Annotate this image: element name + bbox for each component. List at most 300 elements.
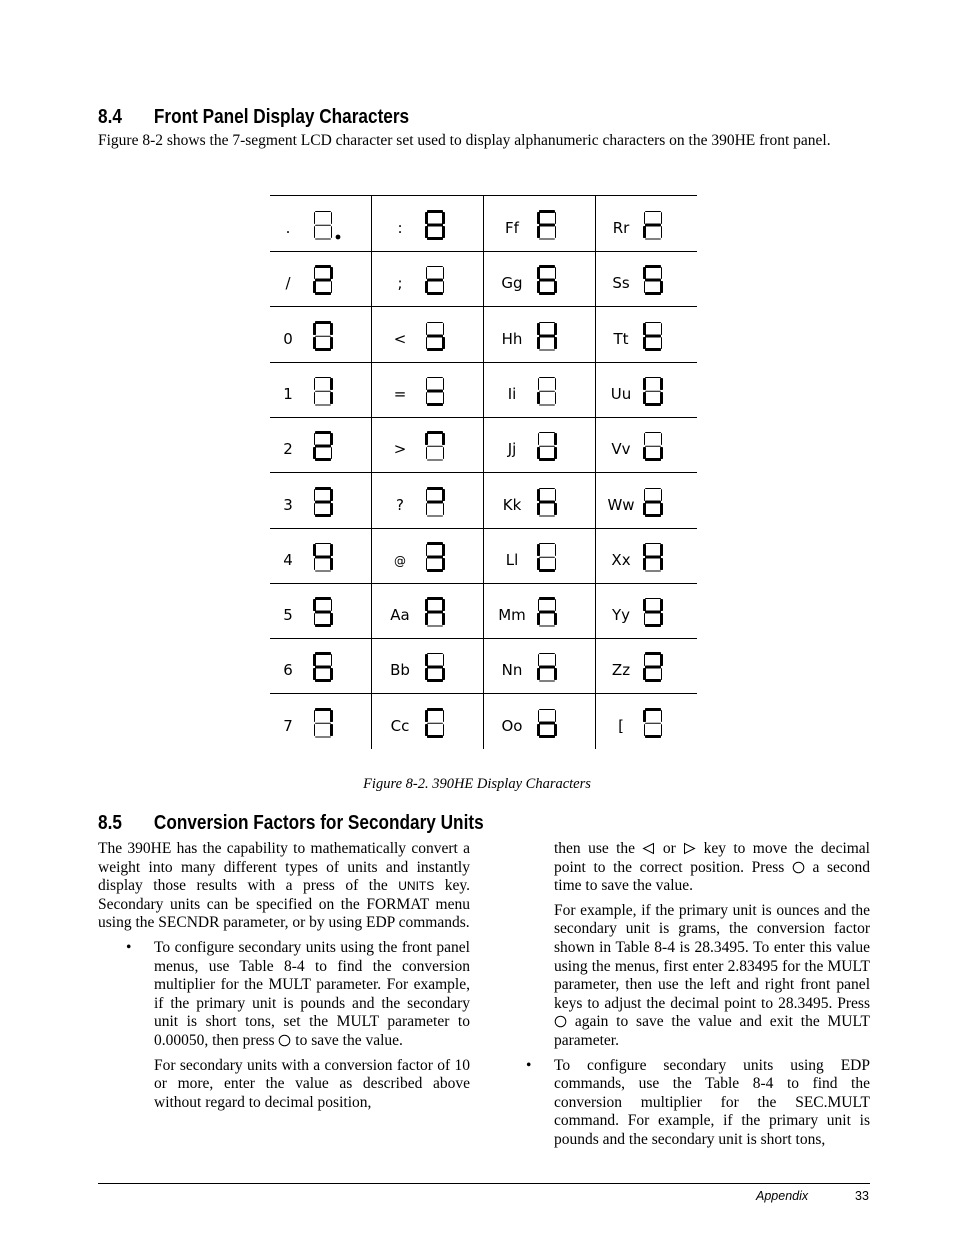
segment-f bbox=[313, 544, 316, 556]
seven-segment-glyph bbox=[536, 596, 566, 628]
character-label: Ww bbox=[607, 495, 635, 514]
seven-segment-glyph bbox=[424, 375, 454, 407]
segment-g bbox=[427, 279, 443, 282]
segment-e bbox=[426, 337, 427, 349]
character-label: Aa bbox=[390, 606, 410, 625]
segment-a bbox=[539, 432, 555, 433]
segment-b bbox=[660, 654, 663, 666]
segment-e bbox=[537, 558, 540, 570]
segment-b bbox=[330, 710, 333, 722]
table-cell bbox=[371, 251, 484, 306]
character-label: Xx bbox=[611, 550, 631, 569]
table-cell bbox=[595, 638, 698, 693]
segment-b bbox=[660, 599, 663, 611]
segment-f bbox=[426, 378, 427, 390]
table-cell bbox=[483, 251, 596, 306]
character-label: Tt bbox=[613, 329, 629, 348]
table-cell bbox=[270, 251, 371, 306]
segment-a bbox=[427, 487, 443, 490]
segment-c bbox=[442, 613, 445, 625]
table-cell bbox=[595, 251, 698, 306]
table-cell bbox=[371, 307, 484, 362]
segment-e bbox=[314, 503, 315, 515]
segment-b bbox=[660, 544, 663, 556]
segment-d bbox=[645, 348, 661, 351]
segment-f bbox=[314, 433, 315, 445]
segment-a bbox=[539, 488, 555, 489]
segment-d bbox=[539, 569, 555, 572]
segment-b bbox=[330, 323, 333, 335]
decimal-point-segment bbox=[336, 235, 341, 240]
segment-e bbox=[537, 613, 540, 625]
left-column bbox=[98, 840, 470, 1118]
segment-a bbox=[645, 598, 661, 599]
segment-g bbox=[645, 611, 661, 614]
segment-f bbox=[425, 212, 428, 224]
segment-a bbox=[427, 322, 443, 323]
segment-f bbox=[643, 544, 646, 556]
segment-g bbox=[315, 611, 331, 614]
segment-e bbox=[643, 392, 646, 404]
segment-b bbox=[442, 212, 445, 224]
segment-a bbox=[315, 652, 331, 655]
segment-a bbox=[539, 322, 555, 323]
table-cell bbox=[483, 307, 596, 362]
segment-c bbox=[443, 392, 444, 404]
character-label: 7 bbox=[283, 716, 293, 735]
segment-a bbox=[315, 708, 331, 711]
segment-b bbox=[330, 433, 333, 445]
segment-g bbox=[315, 225, 331, 226]
seven-segment-glyph bbox=[312, 264, 342, 296]
table-cell bbox=[483, 473, 596, 528]
bullet: • bbox=[526, 1056, 532, 1074]
segment-a bbox=[645, 377, 661, 378]
segment-c bbox=[661, 668, 662, 680]
list-item bbox=[526, 1056, 870, 1150]
segment-e bbox=[643, 668, 646, 680]
segment-e bbox=[643, 558, 646, 570]
segment-c bbox=[442, 668, 445, 680]
text: to save the value. bbox=[295, 1031, 403, 1049]
table-row bbox=[270, 307, 697, 363]
segment-f bbox=[538, 599, 539, 611]
seven-segment-glyph bbox=[642, 320, 672, 352]
table-cell bbox=[483, 583, 596, 638]
seven-segment-glyph bbox=[642, 541, 672, 573]
segment-d bbox=[427, 403, 443, 406]
segment-c bbox=[554, 503, 557, 515]
segment-d bbox=[315, 348, 331, 351]
segment-b bbox=[661, 433, 662, 445]
segment-b bbox=[443, 323, 444, 335]
segment-d bbox=[645, 403, 661, 406]
character-label: 5 bbox=[283, 606, 293, 625]
segment-b bbox=[555, 544, 556, 556]
segment-b bbox=[661, 267, 662, 279]
segment-b bbox=[442, 544, 445, 556]
units-key-label: UNITS bbox=[398, 879, 435, 894]
segment-a bbox=[645, 211, 661, 212]
seven-segment-glyph bbox=[642, 596, 672, 628]
table-row bbox=[270, 362, 697, 418]
character-label: ? bbox=[396, 495, 404, 514]
segment-a bbox=[539, 543, 555, 544]
segment-a bbox=[427, 653, 443, 654]
segment-g bbox=[427, 389, 443, 392]
table-row bbox=[270, 528, 697, 584]
text: To configure secondary units using EDP commands, use the Table 8-4 to find the conversion multiplier for the SEC.MULT command. For example, if the primary unit is pounds and the secondary unit is short tons, bbox=[554, 1056, 870, 1148]
segment-c bbox=[660, 392, 663, 404]
segment-e bbox=[425, 724, 428, 736]
character-label: 1 bbox=[283, 384, 293, 403]
segment-b bbox=[443, 267, 444, 279]
table-cell bbox=[483, 196, 596, 251]
segment-c bbox=[554, 613, 557, 625]
seven-segment-glyph bbox=[536, 707, 566, 739]
segment-e bbox=[425, 281, 428, 293]
segment-c bbox=[331, 226, 332, 238]
segment-c bbox=[661, 337, 662, 349]
segment-c bbox=[330, 668, 333, 680]
table-cell bbox=[371, 638, 484, 693]
segment-d bbox=[427, 679, 443, 682]
segment-f bbox=[425, 433, 428, 445]
segment-e bbox=[537, 281, 540, 293]
bullet: • bbox=[126, 938, 132, 956]
table-cell bbox=[270, 638, 371, 693]
segment-f bbox=[313, 323, 316, 335]
seven-segment-glyph bbox=[536, 375, 566, 407]
segment-b bbox=[555, 710, 556, 722]
segment-g bbox=[315, 500, 331, 503]
table-cell bbox=[595, 583, 698, 638]
section-8-5-heading bbox=[98, 812, 484, 835]
segment-b bbox=[660, 378, 663, 390]
table-cell bbox=[595, 528, 698, 583]
segment-g bbox=[539, 666, 555, 669]
table-row bbox=[270, 251, 697, 307]
seven-segment-glyph bbox=[312, 596, 342, 628]
segment-g bbox=[539, 556, 555, 557]
segment-a bbox=[427, 431, 443, 434]
segment-b bbox=[330, 489, 333, 501]
text: or bbox=[662, 840, 676, 857]
text: a second time to save the value. bbox=[554, 858, 871, 895]
segment-b bbox=[330, 544, 333, 556]
segment-a bbox=[645, 708, 661, 711]
segment-g bbox=[427, 666, 443, 669]
segment-e bbox=[425, 226, 428, 238]
segment-d bbox=[539, 681, 555, 682]
table-cell bbox=[483, 694, 596, 749]
segment-g bbox=[427, 334, 443, 337]
segment-a bbox=[427, 708, 443, 711]
segment-e bbox=[426, 558, 427, 570]
segment-f bbox=[538, 433, 539, 445]
table-cell bbox=[595, 473, 698, 528]
character-label: Gg bbox=[501, 274, 523, 293]
text: For example, if the primary unit is ounces and the secondary unit is grams, the conversion factor shown in Table 8-4 is 28.3495. To enter this value using the menus, first enter 2.83495 for the MULT parameter, then use the left and right front panel keys to adjust the decimal point to 28.3495. Press bbox=[554, 901, 870, 1012]
character-label: Vv bbox=[611, 440, 631, 459]
segment-f bbox=[425, 710, 428, 722]
segment-f bbox=[537, 544, 540, 556]
segment-e bbox=[314, 226, 315, 238]
seven-segment-glyph bbox=[312, 209, 342, 241]
segment-c bbox=[554, 281, 557, 293]
table-cell bbox=[483, 362, 596, 417]
segment-f bbox=[313, 654, 316, 666]
table-cell bbox=[270, 196, 371, 251]
segment-g bbox=[427, 555, 443, 558]
segment-g bbox=[315, 722, 331, 723]
table-cell bbox=[371, 362, 484, 417]
table-cell bbox=[371, 417, 484, 472]
table-cell bbox=[595, 694, 698, 749]
segment-f bbox=[537, 212, 540, 224]
seven-segment-glyph bbox=[424, 596, 454, 628]
segment-e bbox=[426, 392, 427, 404]
segment-e bbox=[643, 337, 646, 349]
segment-e bbox=[425, 613, 428, 625]
segment-f bbox=[644, 654, 645, 666]
seven-segment-glyph bbox=[312, 430, 342, 462]
segment-e bbox=[537, 226, 540, 238]
segment-a bbox=[645, 322, 661, 323]
segment-d bbox=[427, 292, 443, 295]
section-8-4-heading bbox=[98, 106, 409, 129]
segment-b bbox=[331, 599, 332, 611]
footer-section-name: Appendix bbox=[756, 1189, 809, 1203]
segment-f bbox=[425, 599, 428, 611]
segment-b bbox=[661, 212, 662, 224]
segment-e bbox=[425, 668, 428, 680]
segment-c bbox=[331, 281, 332, 293]
segment-c bbox=[330, 558, 333, 570]
segment-g bbox=[645, 500, 661, 503]
seven-segment-glyph bbox=[424, 264, 454, 296]
table-cell bbox=[371, 473, 484, 528]
segment-d bbox=[645, 239, 661, 240]
seven-segment-glyph bbox=[424, 651, 454, 683]
segment-c bbox=[442, 558, 445, 570]
segment-g bbox=[645, 391, 661, 392]
segment-c bbox=[660, 447, 663, 459]
seven-segment-glyph bbox=[312, 375, 342, 407]
segment-g bbox=[427, 224, 443, 227]
segment-c bbox=[555, 392, 556, 404]
text: The 390HE has the capability to mathematically convert a weight into many different types of units and instantly display those results with a press of the bbox=[98, 840, 470, 895]
table-row bbox=[270, 694, 697, 749]
segment-g bbox=[645, 224, 661, 227]
segment-c bbox=[330, 724, 333, 736]
segment-d bbox=[315, 404, 331, 405]
segment-d bbox=[315, 736, 331, 737]
segment-e bbox=[314, 558, 315, 570]
segment-e bbox=[644, 724, 645, 736]
segment-b bbox=[554, 323, 557, 335]
list-item bbox=[98, 939, 470, 1051]
segment-g bbox=[645, 555, 661, 558]
segment-f bbox=[314, 212, 315, 224]
segment-c bbox=[554, 724, 557, 736]
segment-c bbox=[555, 226, 556, 238]
segment-f bbox=[425, 654, 428, 666]
segment-c bbox=[442, 337, 445, 349]
segment-e bbox=[644, 281, 645, 293]
segment-d bbox=[539, 626, 555, 627]
seven-segment-glyph bbox=[642, 264, 672, 296]
paragraph bbox=[554, 902, 870, 1051]
segment-d bbox=[315, 679, 331, 682]
segment-a bbox=[315, 321, 331, 324]
segment-f bbox=[313, 599, 316, 611]
segment-e bbox=[314, 724, 315, 736]
figure-caption: Figure 8-2. 390HE Display Characters bbox=[363, 776, 591, 792]
segment-a bbox=[315, 211, 331, 212]
table-row bbox=[270, 417, 697, 473]
segment-d bbox=[427, 237, 443, 240]
circle-key-icon bbox=[554, 1015, 567, 1028]
segment-g bbox=[539, 391, 555, 392]
paragraph bbox=[98, 840, 470, 933]
segment-d bbox=[539, 735, 555, 738]
right-column bbox=[526, 840, 871, 1156]
character-label: Ff bbox=[505, 219, 519, 237]
segment-c bbox=[660, 503, 663, 515]
segment-b bbox=[555, 654, 556, 666]
segment-b bbox=[330, 378, 333, 390]
section-title: Front Panel Display Characters bbox=[153, 106, 410, 128]
segment-f bbox=[538, 654, 539, 666]
segment-f bbox=[644, 489, 645, 501]
table-cell bbox=[371, 694, 484, 749]
character-label: < bbox=[393, 329, 407, 348]
segment-d bbox=[427, 569, 443, 572]
segment-b bbox=[555, 599, 556, 611]
seven-segment-glyph bbox=[642, 209, 672, 241]
segment-e bbox=[537, 503, 540, 515]
character-label: Kk bbox=[502, 495, 522, 514]
character-label: 0 bbox=[283, 329, 293, 348]
segment-b bbox=[331, 212, 332, 224]
character-label: Hh bbox=[501, 329, 523, 348]
segment-e bbox=[643, 447, 646, 459]
segment-g bbox=[645, 722, 661, 723]
seven-segment-glyph bbox=[424, 320, 454, 352]
segment-a bbox=[315, 377, 331, 378]
segment-e bbox=[313, 668, 316, 680]
section-8-4-intro: Figure 8-2 shows the 7-segment LCD character set used to display alphanumeric characters on the 390HE front panel. bbox=[98, 132, 831, 149]
table-cell bbox=[270, 694, 371, 749]
seven-segment-glyph bbox=[642, 486, 672, 518]
segment-a bbox=[645, 265, 661, 268]
character-label: Oo bbox=[501, 716, 523, 735]
table-cell bbox=[371, 196, 484, 251]
segment-a bbox=[427, 210, 443, 213]
character-label: = bbox=[393, 384, 407, 403]
segment-a bbox=[427, 597, 443, 600]
segment-f bbox=[537, 323, 540, 335]
page-number: 33 bbox=[855, 1189, 869, 1203]
display-character-table bbox=[270, 195, 697, 749]
seven-segment-glyph bbox=[536, 264, 566, 296]
segment-b bbox=[330, 267, 333, 279]
character-label: 6 bbox=[283, 661, 293, 680]
segment-f bbox=[643, 599, 646, 611]
segment-a bbox=[645, 432, 661, 433]
table-cell bbox=[270, 307, 371, 362]
segment-d bbox=[645, 735, 661, 738]
segment-a bbox=[539, 265, 555, 268]
segment-d bbox=[539, 349, 555, 350]
segment-e bbox=[313, 337, 316, 349]
segment-c bbox=[330, 337, 333, 349]
text: then use the bbox=[554, 840, 636, 857]
table-row bbox=[270, 583, 697, 639]
segment-f bbox=[644, 212, 645, 224]
segment-e bbox=[314, 613, 315, 625]
section-number: 8.4 bbox=[98, 106, 122, 128]
segment-e bbox=[643, 226, 646, 238]
segment-a bbox=[539, 210, 555, 213]
segment-d bbox=[427, 515, 443, 516]
segment-g bbox=[539, 334, 555, 337]
table-cell bbox=[270, 583, 371, 638]
seven-segment-glyph bbox=[642, 375, 672, 407]
seven-segment-glyph bbox=[424, 209, 454, 241]
segment-g bbox=[645, 666, 661, 669]
segment-a bbox=[645, 652, 661, 655]
segment-c bbox=[554, 447, 557, 459]
segment-b bbox=[331, 654, 332, 666]
segment-d bbox=[645, 458, 661, 461]
segment-e bbox=[537, 724, 540, 736]
segment-c bbox=[660, 558, 663, 570]
segment-f bbox=[643, 710, 646, 722]
text: key. Secondary units can be specified on the FORMAT menu using the SECNDR parameter, or by using EDP commands. bbox=[98, 877, 470, 932]
segment-e bbox=[426, 447, 427, 459]
segment-f bbox=[426, 323, 427, 335]
seven-segment-glyph bbox=[642, 651, 672, 683]
segment-a bbox=[427, 542, 443, 545]
segment-g bbox=[539, 611, 555, 614]
character-label: @ bbox=[394, 553, 406, 568]
paragraph: For secondary units with a conversion factor of 10 or more, enter the value as described above without regard to decimal position, bbox=[154, 1056, 470, 1111]
segment-d bbox=[315, 624, 331, 627]
segment-e bbox=[537, 392, 540, 404]
segment-g bbox=[645, 279, 661, 282]
segment-g bbox=[539, 446, 555, 447]
segment-c bbox=[443, 281, 444, 293]
segment-c bbox=[443, 503, 444, 515]
segment-c bbox=[330, 613, 333, 625]
seven-segment-glyph bbox=[536, 486, 566, 518]
character-label: Cc bbox=[390, 716, 410, 735]
segment-a bbox=[539, 709, 555, 710]
table-row bbox=[270, 638, 697, 694]
segment-a bbox=[539, 377, 555, 378]
character-label: 4 bbox=[283, 550, 293, 569]
segment-f bbox=[314, 267, 315, 279]
text: To configure secondary units using the front panel menus, use Table 8-4 to find the conversion multiplier for the MULT parameter. For example, if the primary unit is pounds and the secondary unit is short tons, set the MULT parameter to 0.00050, then press bbox=[154, 938, 470, 1049]
table-row bbox=[270, 196, 697, 252]
character-label: Uu bbox=[610, 384, 632, 403]
seven-segment-glyph bbox=[424, 541, 454, 573]
segment-d bbox=[427, 348, 443, 351]
segment-e bbox=[537, 447, 540, 459]
segment-d bbox=[315, 239, 331, 240]
